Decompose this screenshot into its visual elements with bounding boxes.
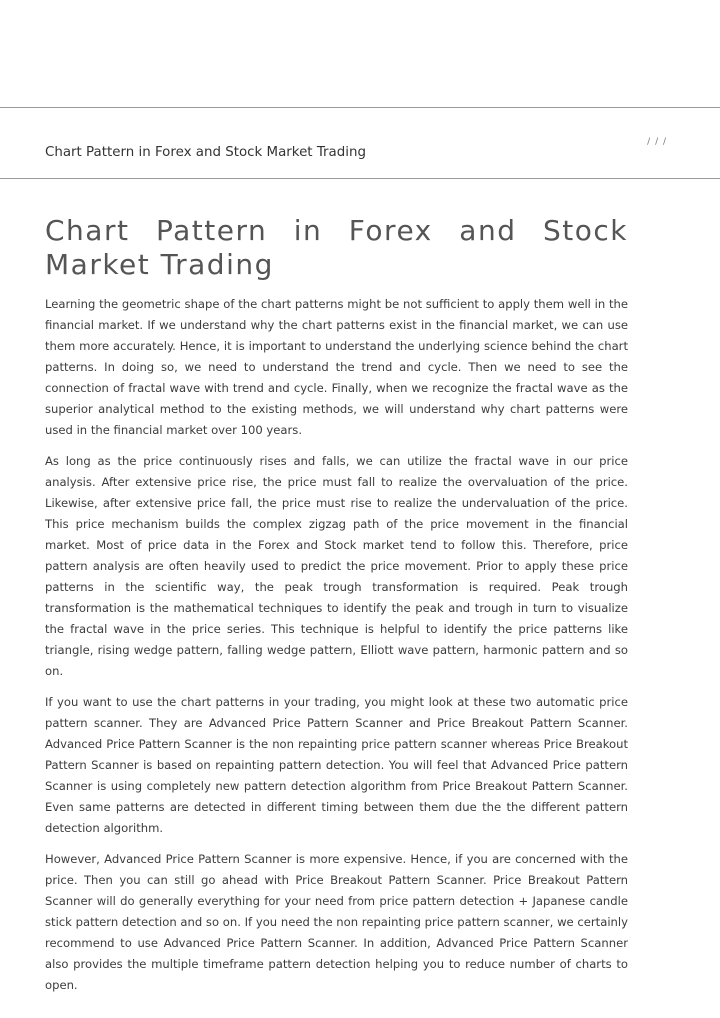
document-header: [0, 107, 720, 179]
header-title: Chart Pattern in Forex and Stock Market Trading: [45, 145, 366, 160]
paragraph-2: As long as the price continuously rises and falls, we can utilize the fractal wave in our price analysis. After extensive price rise, the price must fall to realize the overvaluation of the price. Likewise, after extensive price fall, the price must rise to realize the undervaluation of the price. This price mechanism builds the complex zigzag path of the price movement in the financial market. Most of price data in the Forex and Stock market tend to follow this. Therefore, price pattern analysis are often heavily used to predict the price movement. Prior to apply these price patterns in the scientific way, the peak trough transformation is required. Peak trough transformation is the mathematical techniques to identify the peak and trough in turn to visualize the fractal wave in the price series. This technique is helpful to identify the price patterns like triangle, rising wedge pattern, falling wedge pattern, Elliott wave pattern, harmonic pattern and so on.: [45, 454, 628, 678]
paragraph-4: However, Advanced Price Pattern Scanner is more expensive. Hence, if you are concerned with the price. Then you can still go ahead with Price Breakout Pattern Scanner. Price Breakout Pattern Scanner will do generally everything for your need from price pattern detection + Japanese candle stick pattern detection and so on. If you need the non repainting price pattern scanner, we certainly recommend to use Advanced Price Pattern Scanner. In addition, Advanced Price Pattern Scanner also provides the multiple timeframe pattern detection helping you to reduce number of charts to open.: [45, 852, 628, 992]
paragraph-3: If you want to use the chart patterns in your trading, you might look at these two automatic price pattern scanner. They are Advanced Price Pattern Scanner and Price Breakout Pattern Scanner. Advanced Price Pattern Scanner is the non repainting price pattern scanner whereas Price Breakout Pattern Scanner is based on repainting pattern detection. You will feel that Advanced Price pattern Scanner is using completely new pattern detection algorithm from Price Breakout Pattern Scanner. Even same patterns are detected in different timing between them due the the different pattern detection algorithm.: [45, 695, 628, 835]
article-body: [45, 214, 628, 996]
paragraph-1: Learning the geometric shape of the chart patterns might be not sufficient to apply them well in the financial market. If we understand why the chart patterns exist in the financial market, we can use them more accurately. Hence, it is important to understand the underlying science behind the chart patterns. In doing so, we need to understand the trend and cycle. Then we need to see the connection of fractal wave with trend and cycle. Finally, when we recognize the fractal wave as the superior analytical method to the existing methods, we will understand why chart patterns were used in the financial market over 100 years.: [45, 297, 628, 437]
page-marker: / / /: [647, 137, 667, 147]
article-title: Chart Pattern in Forex and Stock Market Trading: [45, 214, 628, 281]
